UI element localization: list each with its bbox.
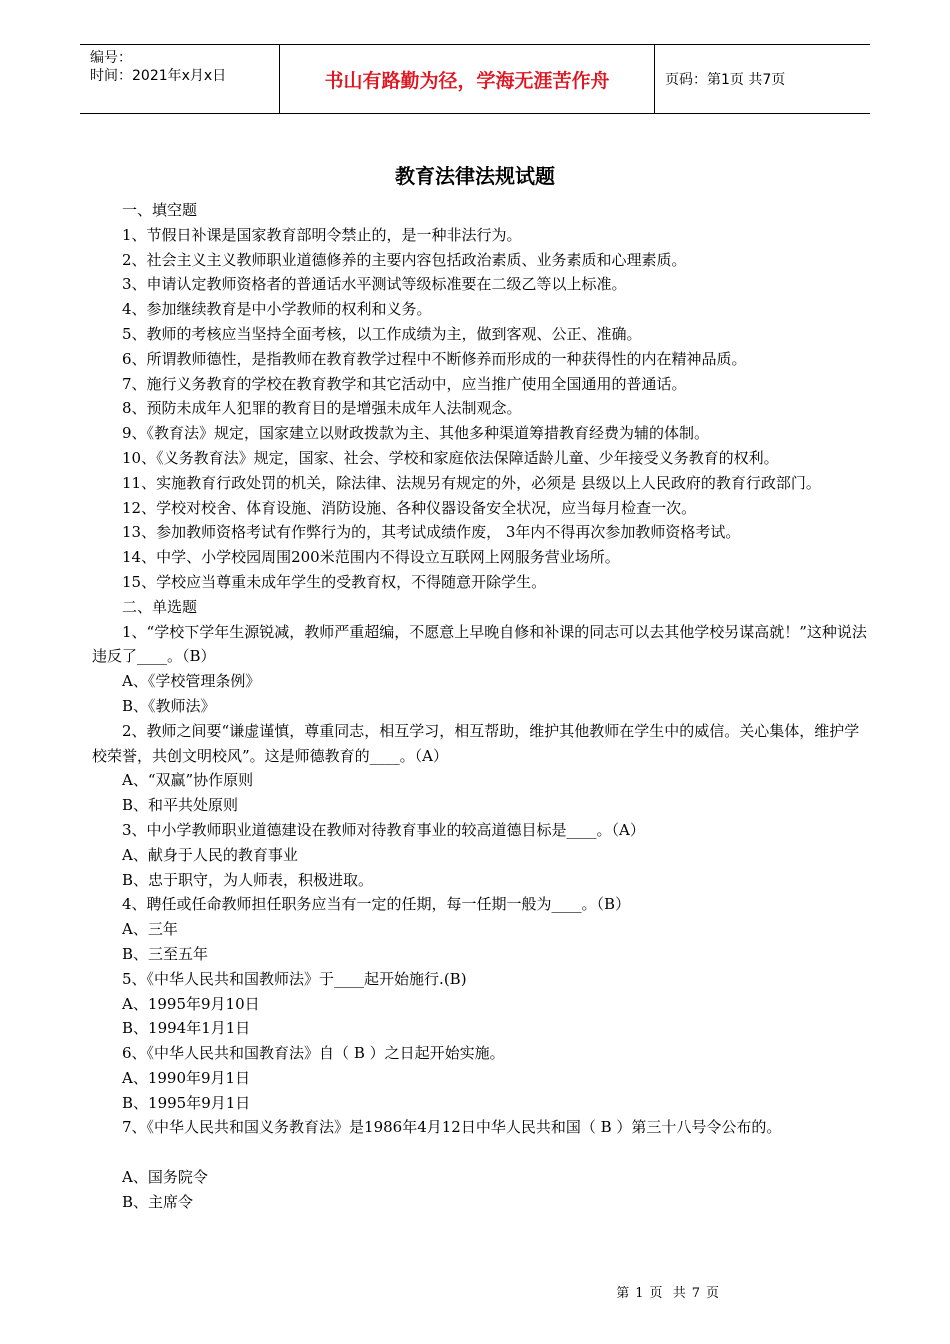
body-line: A、“双赢”协作原则 [122,771,254,790]
body-line: 一、填空题 [122,201,198,219]
body-line: B、1994年1月1日 [122,1019,251,1038]
body-line: 14、中学、小学校园周围200米范围内不得设立互联网上网服务营业场所。 [122,548,620,567]
body-line: A、1995年9月10日 [122,994,260,1013]
body-line: 7、施行义务教育的学校在教育教学和其它活动中，应当推广使用全国通用的普通话。 [122,374,687,393]
date-label: 时间：2021年x月x日 [90,68,227,84]
body-line: 2、教师之间要“谦虚谨慎，尊重同志，相互学习，相互帮助，维护其他教师在学生中的威信。关心集体，维护学校荣誉，共创文明校风”。这是师德教育的____。（A） [92,721,860,765]
body-line: 13、参加教师资格考试有作弊行为的，其考试成绩作废， 3年内不得再次参加教师资格考试。 [122,523,741,542]
body-line: 11、实施教育行政处罚的机关，除法律、法规另有规定的外，必须是 县级以上人民政府的教育行政部门。 [122,473,821,492]
body-line: 3、申请认定教师资格者的普通话水平测试等级标准要在二级乙等以上标准。 [122,275,627,294]
footer-word: 页 [705,1286,719,1301]
body-line: B、忠于职守，为人师表，积极进取。 [122,870,374,889]
body-line: 1、“学校下学年生源锐减，教师严重超编，不愿意上早晚自修和补课的同志可以去其他学校另谋高就！”这种说法违反了____。（B） [92,622,867,666]
header-page-info: 页码：第1页 共7页 [665,72,786,88]
body-line [92,1140,872,1165]
body-line: B、主席令 [122,1192,194,1211]
body-line: 12、学校对校舍、体育设施、消防设施、各种仪器设备安全状况，应当每月检查一次。 [122,498,697,517]
body-line: 15、学校应当尊重未成年学生的受教育权，不得随意开除学生。 [122,572,547,591]
document-body [92,198,872,1215]
body-line: 4、参加继续教育是中小学教师的权利和义务。 [122,300,432,319]
body-line: 3、中小学教师职业道德建设在教师对待教育事业的较高道德目标是____。（A） [122,820,645,839]
body-line: 4、聘任或任命教师担任职务应当有一定的任期，每一任期一般为____。（B） [122,895,631,914]
body-line: B、《教师法》 [122,696,216,715]
body-line: 5、教师的考核应当坚持全面考核，以工作成绩为主，做到客观、公正、准确。 [122,324,642,343]
body-line: 9、《教育法》规定，国家建立以财政拨款为主、其他多种渠道筹措教育经费为辅的体制。 [122,424,710,443]
body-line: A、献身于人民的教育事业 [122,845,298,864]
header-motto: 书山有路勤为径，学海无涯苦作舟 [280,45,655,113]
page-header [80,44,870,114]
body-line: A、三年 [122,920,178,939]
body-line: 1、节假日补课是国家教育部明令禁止的，是一种非法行为。 [122,225,522,244]
body-line: 二、单选题 [122,597,198,616]
body-line: 10、《义务教育法》规定，国家、社会、学校和家庭依法保障适龄儿童、少年接受义务教育的权利。 [122,448,779,467]
body-line: 7、《中华人民共和国义务教育法》是1986年4月12日中华人民共和国（ B ）第三十八号令公布的。 [122,1118,782,1137]
body-line: B、1995年9月1日 [122,1093,251,1112]
body-line: B、和平共处原则 [122,796,239,815]
footer-word: 页 [649,1286,663,1301]
footer-word: 共 [672,1286,686,1301]
body-line: B、三至五年 [122,944,209,963]
number-label: 编号： [90,50,132,66]
body-line: 6、所谓教师德性，是指教师在教育教学过程中不断修养而形成的一种获得性的内在精神品质。 [122,349,747,368]
document-title: 教育法律法规试题 [395,164,555,188]
footer-total-pages: 7 [691,1286,700,1301]
body-line: 6、《中华人民共和国教育法》自（ B ）之日起开始实施。 [122,1044,505,1063]
header-meta [80,45,280,113]
footer-page-number: 1 [635,1286,644,1301]
page-footer [613,1282,722,1301]
body-line: 5、《中华人民共和国教师法》于____起开始施行.(B) [122,969,467,988]
body-line: 8、预防未成年人犯罪的教育目的是增强未成年人法制观念。 [122,399,522,418]
footer-word: 第 [616,1286,630,1301]
body-line: A、《学校管理条例》 [122,672,261,691]
body-line: A、1990年9月1日 [122,1068,251,1087]
body-line: A、国务院令 [122,1168,208,1187]
body-line: 2、社会主义主义教师职业道德修养的主要内容包括政治素质、业务素质和心理素质。 [122,250,687,269]
